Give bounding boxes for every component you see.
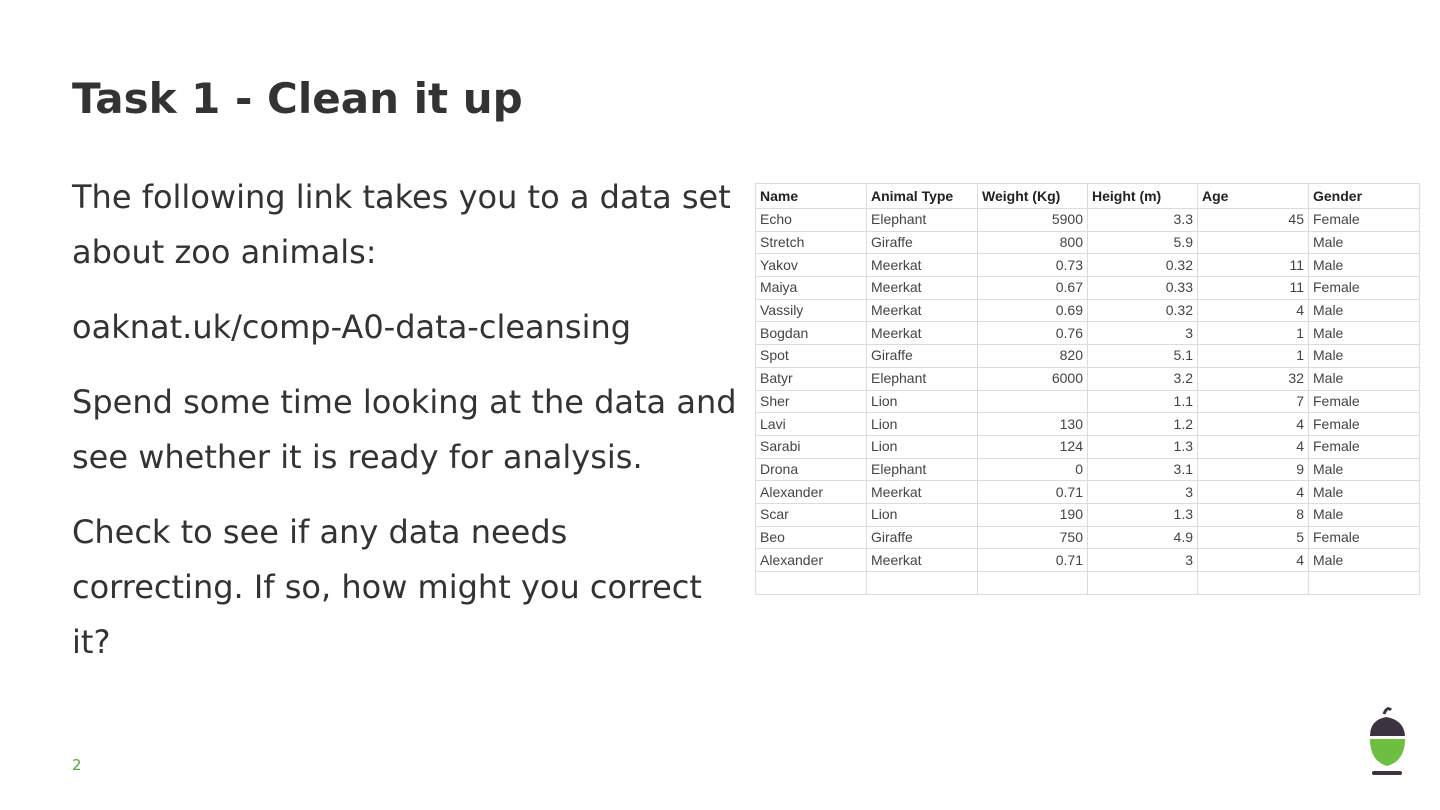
- table-row: [756, 572, 1420, 595]
- column-header: Gender: [1309, 184, 1420, 209]
- table-cell: 9: [1198, 458, 1309, 481]
- table-cell: Meerkat: [867, 481, 978, 504]
- table-cell: Spot: [756, 345, 867, 368]
- table-cell: Giraffe: [867, 231, 978, 254]
- table-cell: Male: [1309, 367, 1420, 390]
- column-header: Height (m): [1088, 184, 1198, 209]
- table-cell: 124: [978, 435, 1088, 458]
- table-cell: Alexander: [756, 549, 867, 572]
- table-cell: Alexander: [756, 481, 867, 504]
- table-cell: 3: [1088, 549, 1198, 572]
- slide-title: Task 1 - Clean it up: [72, 74, 523, 123]
- table-cell: 32: [1198, 367, 1309, 390]
- table-cell: [1198, 231, 1309, 254]
- table-cell: Female: [1309, 209, 1420, 232]
- table-cell: 1.2: [1088, 413, 1198, 436]
- table-cell: 6000: [978, 367, 1088, 390]
- table-row: [756, 503, 1420, 526]
- table-row: [756, 481, 1420, 504]
- table-cell: Maiya: [756, 277, 867, 300]
- table-cell: Giraffe: [867, 345, 978, 368]
- table-cell: Meerkat: [867, 254, 978, 277]
- table-cell: Scar: [756, 503, 867, 526]
- table-cell: [867, 572, 978, 595]
- table-cell: Beo: [756, 526, 867, 549]
- column-header: Name: [756, 184, 867, 209]
- table-cell: Echo: [756, 209, 867, 232]
- table-cell: 130: [978, 413, 1088, 436]
- table-row: [756, 526, 1420, 549]
- table-cell: [1198, 572, 1309, 595]
- table-cell: Male: [1309, 254, 1420, 277]
- table-cell: Meerkat: [867, 549, 978, 572]
- table-cell: Drona: [756, 458, 867, 481]
- table-cell: 0.71: [978, 481, 1088, 504]
- table-cell: 3.1: [1088, 458, 1198, 481]
- table-cell: Male: [1309, 481, 1420, 504]
- table-cell: 1.3: [1088, 503, 1198, 526]
- table-cell: 3: [1088, 481, 1198, 504]
- table-row: [756, 458, 1420, 481]
- table-cell: 0.76: [978, 322, 1088, 345]
- table-cell: Lion: [867, 413, 978, 436]
- table-cell: Male: [1309, 549, 1420, 572]
- table-cell: 0.73: [978, 254, 1088, 277]
- table-cell: 5.9: [1088, 231, 1198, 254]
- table-row: [756, 413, 1420, 436]
- table-cell: 5900: [978, 209, 1088, 232]
- column-header: Weight (Kg): [978, 184, 1088, 209]
- dataset-link[interactable]: oaknat.uk/comp-A0-data-cleansing: [72, 308, 632, 346]
- table-cell: Sher: [756, 390, 867, 413]
- acorn-base: [1372, 771, 1402, 775]
- table-cell: Female: [1309, 413, 1420, 436]
- table-cell: Male: [1309, 299, 1420, 322]
- column-header: Animal Type: [867, 184, 978, 209]
- table-cell: Elephant: [867, 209, 978, 232]
- table-cell: 3.3: [1088, 209, 1198, 232]
- page-number: 2: [72, 756, 82, 774]
- table-cell: 8: [1198, 503, 1309, 526]
- slide-body: [72, 170, 742, 690]
- acorn-stem: [1384, 709, 1391, 714]
- table-cell: Batyr: [756, 367, 867, 390]
- table-cell: Male: [1309, 458, 1420, 481]
- table-cell: Meerkat: [867, 322, 978, 345]
- table-cell: Male: [1309, 503, 1420, 526]
- table-cell: 0.69: [978, 299, 1088, 322]
- table-cell: Female: [1309, 277, 1420, 300]
- table-cell: 820: [978, 345, 1088, 368]
- table-cell: Giraffe: [867, 526, 978, 549]
- table-cell: Female: [1309, 526, 1420, 549]
- table-cell: 750: [978, 526, 1088, 549]
- table-cell: 4: [1198, 435, 1309, 458]
- table-cell: 190: [978, 503, 1088, 526]
- table-cell: Lavi: [756, 413, 867, 436]
- table-cell: 4: [1198, 413, 1309, 436]
- table-cell: Lion: [867, 503, 978, 526]
- table-cell: Vassily: [756, 299, 867, 322]
- column-header: Age: [1198, 184, 1309, 209]
- table-cell: 1: [1198, 345, 1309, 368]
- table-row: [756, 277, 1420, 300]
- table-cell: 0.67: [978, 277, 1088, 300]
- table-cell: 1.3: [1088, 435, 1198, 458]
- table-cell: 45: [1198, 209, 1309, 232]
- table-row: [756, 345, 1420, 368]
- table-cell: 1: [1198, 322, 1309, 345]
- table-cell: Lion: [867, 435, 978, 458]
- table-row: [756, 209, 1420, 232]
- table-cell: 5.1: [1088, 345, 1198, 368]
- table-cell: Meerkat: [867, 277, 978, 300]
- table-cell: Bogdan: [756, 322, 867, 345]
- table-cell: 4: [1198, 481, 1309, 504]
- table-cell: Elephant: [867, 367, 978, 390]
- table-cell: 7: [1198, 390, 1309, 413]
- table-cell: [978, 572, 1088, 595]
- table-cell: Female: [1309, 435, 1420, 458]
- table-cell: 1.1: [1088, 390, 1198, 413]
- table-cell: Lion: [867, 390, 978, 413]
- table-row: [756, 231, 1420, 254]
- acorn-icon: [1362, 706, 1412, 778]
- intro-paragraph: The following link takes you to a data set about zoo animals:: [72, 178, 731, 271]
- table-cell: 0.32: [1088, 254, 1198, 277]
- table-row: [756, 549, 1420, 572]
- table-cell: 4.9: [1088, 526, 1198, 549]
- question-paragraph: Check to see if any data needs correcting. If so, how might you correct it?: [72, 513, 702, 661]
- table-row: [756, 322, 1420, 345]
- table-body: [756, 209, 1420, 595]
- table-cell: Stretch: [756, 231, 867, 254]
- table-cell: 800: [978, 231, 1088, 254]
- table-cell: 5: [1198, 526, 1309, 549]
- instruction-paragraph: Spend some time looking at the data and see whether it is ready for analysis.: [72, 383, 737, 476]
- zoo-animals-table: [755, 183, 1420, 595]
- table-cell: Sarabi: [756, 435, 867, 458]
- table-cell: 0: [978, 458, 1088, 481]
- table-header-row: [756, 184, 1420, 209]
- table-cell: 0.71: [978, 549, 1088, 572]
- table-cell: 11: [1198, 254, 1309, 277]
- table-cell: Yakov: [756, 254, 867, 277]
- table-cell: Elephant: [867, 458, 978, 481]
- table-cell: 3.2: [1088, 367, 1198, 390]
- table-row: [756, 390, 1420, 413]
- table-cell: 11: [1198, 277, 1309, 300]
- table-cell: 3: [1088, 322, 1198, 345]
- table-row: [756, 367, 1420, 390]
- table-row: [756, 435, 1420, 458]
- table-cell: [1088, 572, 1198, 595]
- table-cell: 4: [1198, 299, 1309, 322]
- table-cell: 4: [1198, 549, 1309, 572]
- table-cell: Male: [1309, 231, 1420, 254]
- table-cell: [978, 390, 1088, 413]
- acorn-cap: [1370, 717, 1405, 736]
- table-cell: Meerkat: [867, 299, 978, 322]
- table-cell: [1309, 572, 1420, 595]
- table-cell: 0.33: [1088, 277, 1198, 300]
- table-row: [756, 299, 1420, 322]
- table-cell: Female: [1309, 390, 1420, 413]
- acorn-nut: [1370, 739, 1405, 766]
- table-cell: Male: [1309, 322, 1420, 345]
- table-cell: 0.32: [1088, 299, 1198, 322]
- table-row: [756, 254, 1420, 277]
- table-cell: [756, 572, 867, 595]
- table-cell: Male: [1309, 345, 1420, 368]
